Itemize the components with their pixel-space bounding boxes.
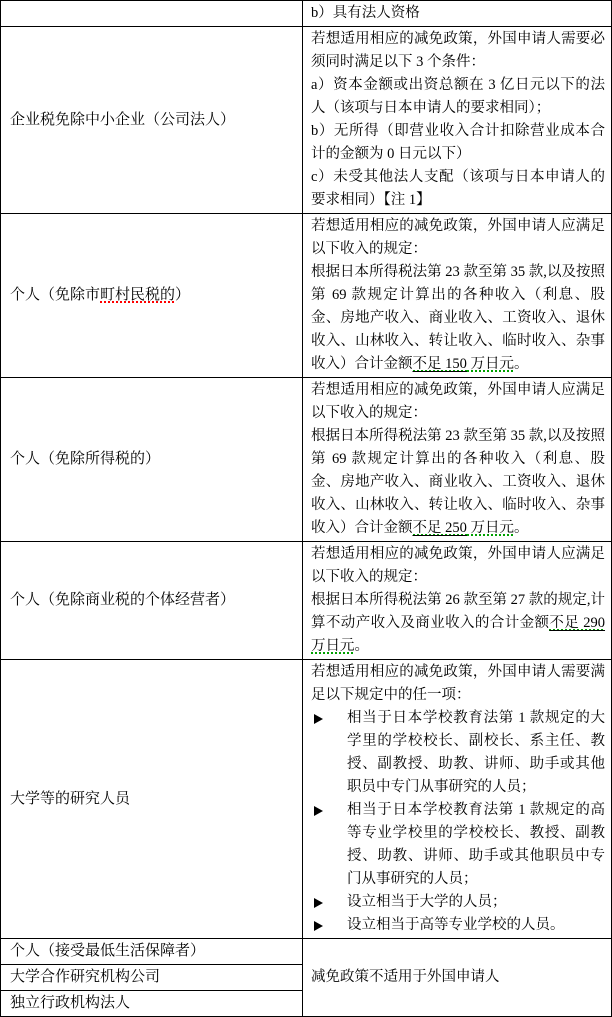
text-run: 个人（免除商业税的个体经营者） — [10, 592, 236, 608]
annotated-text-run: 不足 290 — [549, 615, 606, 631]
bullet-text — [347, 914, 605, 937]
paragraph — [311, 215, 605, 261]
paragraph — [311, 543, 605, 589]
paragraph — [311, 379, 605, 425]
paragraph — [311, 2, 605, 25]
text-run: 个人（接受最低生活保障者） — [10, 943, 206, 959]
text-run: 大学合作研究机构公司 — [10, 969, 161, 985]
category-cell-university-research-company — [1, 965, 303, 991]
paragraph — [311, 261, 605, 376]
category-cell-university-researchers — [1, 660, 303, 939]
arrow-bullet-icon — [311, 891, 347, 908]
text-run: 根据日本所得税法第 23 款至第 35 款,以及按照第 69 款规定计算出的各种收入（利息、股金、房地产收入、商业收入、工资收入、退休收入、山林收入、转让收入、临时收入、杂事收入）合计金额 — [311, 428, 605, 536]
category-cell-welfare-recipient — [1, 939, 303, 965]
arrow-bullet-icon — [311, 799, 347, 816]
annotated-text-run: 不足 250 — [412, 520, 467, 536]
text-run: 。 — [514, 520, 529, 536]
text-run: 。 — [354, 638, 369, 654]
text-run: 若想适用相应的减免政策，外国申请人需要必须同时满足以下 3 个条件： — [311, 31, 605, 70]
text-run: 减免政策不适用于外国申请人 — [311, 969, 500, 985]
annotated-text-run: 万日元 — [311, 638, 355, 654]
text-run: 设立相当于高等专业学校的人员。 — [347, 917, 565, 933]
detail-cell-individual-income-tax — [303, 378, 612, 542]
arrow-bullet-icon — [311, 914, 347, 931]
paragraph — [311, 166, 605, 212]
text-run: 设立相当于大学的人员； — [347, 894, 507, 910]
table-row — [1, 378, 612, 542]
text-run: 独立行政机构法人 — [10, 995, 131, 1011]
text-run: 大学等的研究人员 — [10, 790, 131, 807]
annotated-text-run: 町村民税的 — [100, 287, 176, 303]
paragraph — [311, 28, 605, 74]
paragraph — [311, 74, 605, 120]
detail-cell-individual-municipal-tax — [303, 214, 612, 378]
text-run: 相当于日本学校教育法第 1 款规定的高等专业学校里的学校校长、教授、副教授、助教、讲师、助手或其他职员中专门从事研究的人员； — [347, 802, 605, 887]
bullet-item — [311, 707, 605, 799]
table-row — [1, 1, 612, 27]
text-run: 个人（免除所得税的） — [10, 451, 161, 467]
category-cell-independent-admin-agency — [1, 991, 303, 1017]
text-run: 。 — [514, 356, 529, 372]
bullet-item — [311, 799, 605, 891]
text-run: b）具有法人资格 — [311, 5, 420, 21]
bullet-item — [311, 891, 605, 914]
annotated-text-run: 万日元 — [466, 520, 514, 536]
table-row — [1, 939, 612, 965]
table-row — [1, 660, 612, 939]
text-run: c）未受其他法人支配（该项与日本申请人的要求相同）【注 1】 — [311, 169, 605, 208]
merged-detail-cell-not-applicable — [303, 939, 612, 1017]
text-run: 根据日本所得税法第 26 款至第 27 款的规定,计算不动产收入及商业收入的合计金额 — [311, 592, 605, 631]
detail-cell-individual-business-tax — [303, 542, 612, 660]
table-row — [1, 214, 612, 378]
detail-cell-legal-person — [303, 1, 612, 27]
category-cell-individual-business-tax — [1, 542, 303, 660]
bullet-item — [311, 914, 605, 937]
category-cell-empty — [1, 1, 303, 27]
annotated-text-run: 不足 150 — [412, 356, 467, 372]
bullet-text — [347, 799, 605, 891]
text-run: 企业税免除中小企业（公司法人） — [10, 111, 236, 128]
table-row — [1, 542, 612, 660]
table-row — [1, 27, 612, 214]
text-run: 若想适用相应的减免政策，外国申请人应满足以下收入的规定： — [311, 218, 605, 257]
text-run: 若想适用相应的减免政策，外国申请人应满足以下收入的规定： — [311, 546, 605, 585]
text-run: 相当于日本学校教育法第 1 款规定的大学里的学校校长、副校长、系主任、教授、副教授、助教、讲师、助手或其他职员中专门从事研究的人员； — [347, 710, 605, 795]
bullet-text — [347, 891, 605, 914]
text-run: a）资本金额或出资总额在 3 亿日元以下的法人（该项与日本申请人的要求相同）； — [311, 77, 605, 116]
bullet-text — [347, 707, 605, 799]
category-cell-individual-municipal-tax — [1, 214, 303, 378]
paragraph — [311, 661, 605, 707]
arrow-bullet-icon — [311, 707, 347, 724]
text-run: 若想适用相应的减免政策，外国申请人应满足以下收入的规定： — [311, 382, 605, 421]
paragraph — [311, 966, 605, 989]
detail-cell-corporate-tax-sme — [303, 27, 612, 214]
text-run: b）无所得（即营业收入合计扣除营业成本合计的金额为 0 日元以下） — [311, 123, 605, 162]
text-run: 若想适用相应的减免政策，外国申请人需要满足以下规定中的任一项： — [311, 664, 605, 703]
text-run: 个人（免除市 — [10, 287, 101, 303]
paragraph — [311, 120, 605, 166]
paragraph — [311, 425, 605, 540]
text-run: ） — [175, 287, 191, 303]
category-cell-individual-income-tax — [1, 378, 303, 542]
detail-cell-university-researchers — [303, 660, 612, 939]
annotated-text-run: 万日元 — [466, 356, 514, 372]
category-cell-corporate-tax-sme — [1, 27, 303, 214]
paragraph — [311, 589, 605, 658]
text-run: 根据日本所得税法第 23 款至第 35 款,以及按照第 69 款规定计算出的各种收入（利息、股金、房地产收入、商业收入、工资收入、退休收入、山林收入、转让收入、临时收入、杂事收入）合计金额 — [311, 264, 605, 372]
